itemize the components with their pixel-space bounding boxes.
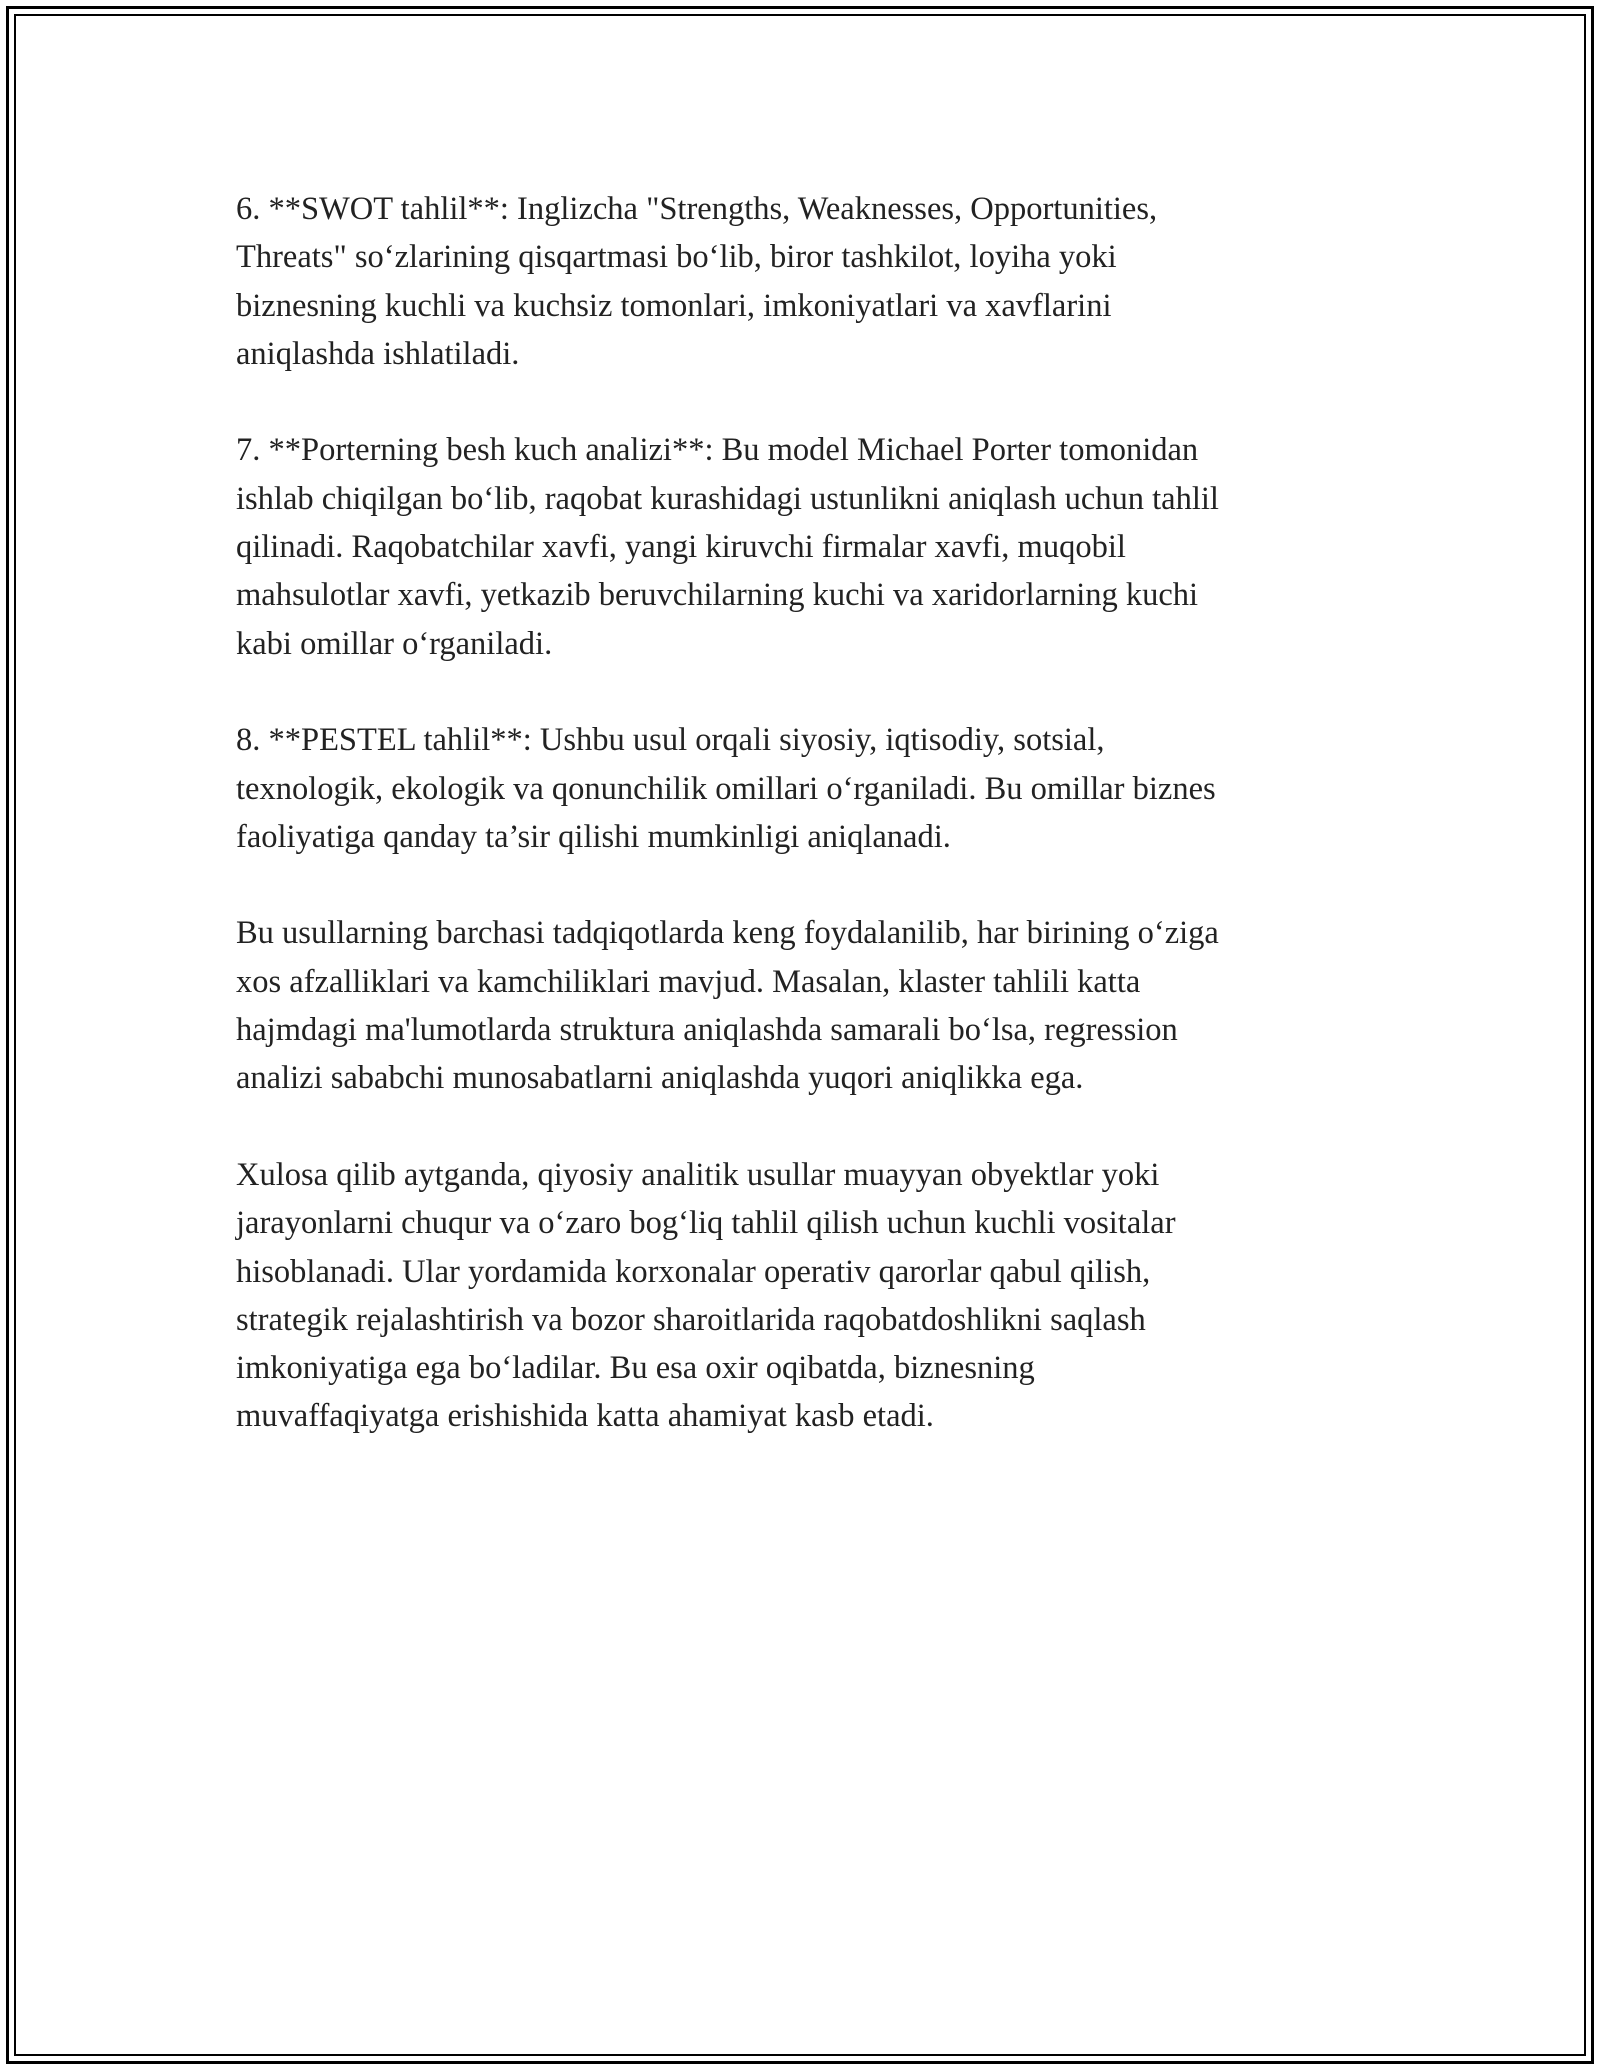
paragraph-line: Threats" so‘zlarining qisqartmasi bo‘lib, biror tashkilot, loyiha yoki (236, 239, 1117, 276)
paragraph-line: mahsulotlar xavfi, yetkazib beruvchilarning kuchi va xaridorlarning kuchi (236, 577, 1199, 614)
paragraph-line: aniqlashda ishlatiladi. (236, 335, 520, 372)
paragraph-line: qilinadi. Raqobatchilar xavfi, yangi kiruvchi firmalar xavfi, muqobil (236, 529, 1126, 566)
paragraph-line: biznesning kuchli va kuchsiz tomonlari, imkoniyatlari va xavflarini (236, 287, 1112, 324)
paragraph-line: ishlab chiqilgan bo‘lib, raqobat kurashidagi ustunlikni aniqlash uchun tahlil (236, 480, 1219, 517)
paragraph-line: Xulosa qilib aytganda, qiyosiy analitik usullar muayyan obyektlar yoki (236, 1156, 1160, 1193)
paragraph-line: faoliyatiga qanday ta’sir qilishi mumkinligi aniqlanadi. (236, 818, 951, 855)
paragraph-line: texnologik, ekologik va qonunchilik omillari o‘rganiladi. Bu omillar biznes (236, 770, 1216, 807)
paragraph-line: imkoniyatiga ega bo‘ladilar. Bu esa oxir oqibatda, biznesning (236, 1350, 1035, 1387)
paragraph-line: 6. **SWOT tahlil**: Inglizcha "Strengths, Weaknesses, Opportunities, (236, 191, 1158, 227)
paragraph-line: jarayonlarni chuqur va o‘zaro bog‘liq tahlil qilish uchun kuchli vositalar (236, 1205, 1176, 1242)
paragraph-line: strategik rejalashtirish va bozor sharoitlarida raqobatdoshlikni saqlash (236, 1301, 1146, 1338)
document-body (236, 185, 1366, 1441)
paragraph-line: xos afzalliklari va kamchiliklari mavjud. Masalan, klaster tahlili katta (236, 963, 1141, 1000)
paragraph-line: muvaffaqiyatga erishishida katta ahamiyat kasb etadi. (236, 1398, 934, 1435)
paragraph-methods-summary (236, 909, 1366, 1102)
paragraph-porter (236, 426, 1366, 667)
paragraph-line: 7. **Porterning besh kuch analizi**: Bu model Michael Porter tomonidan (236, 432, 1199, 469)
paragraph-line: 8. **PESTEL tahlil**: Ushbu usul orqali siyosiy, iqtisodiy, sotsial, (236, 722, 1105, 759)
paragraph-line: analizi sababchi munosabatlarni aniqlashda yuqori aniqlikka ega. (236, 1060, 1084, 1097)
paragraph-conclusion (236, 1151, 1366, 1441)
paragraph-line: kabi omillar o‘rganiladi. (236, 625, 553, 662)
paragraph-pestel (236, 716, 1366, 861)
paragraph-line: hisoblanadi. Ular yordamida korxonalar operativ qarorlar qabul qilish, (236, 1253, 1151, 1290)
paragraph-line: hajmdagi ma'lumotlarda struktura aniqlashda samarali bo‘lsa, regression (236, 1012, 1178, 1049)
paragraph-swot (236, 185, 1366, 378)
paragraph-line: Bu usullarning barchasi tadqiqotlarda keng foydalanilib, har birining o‘ziga (236, 915, 1219, 952)
